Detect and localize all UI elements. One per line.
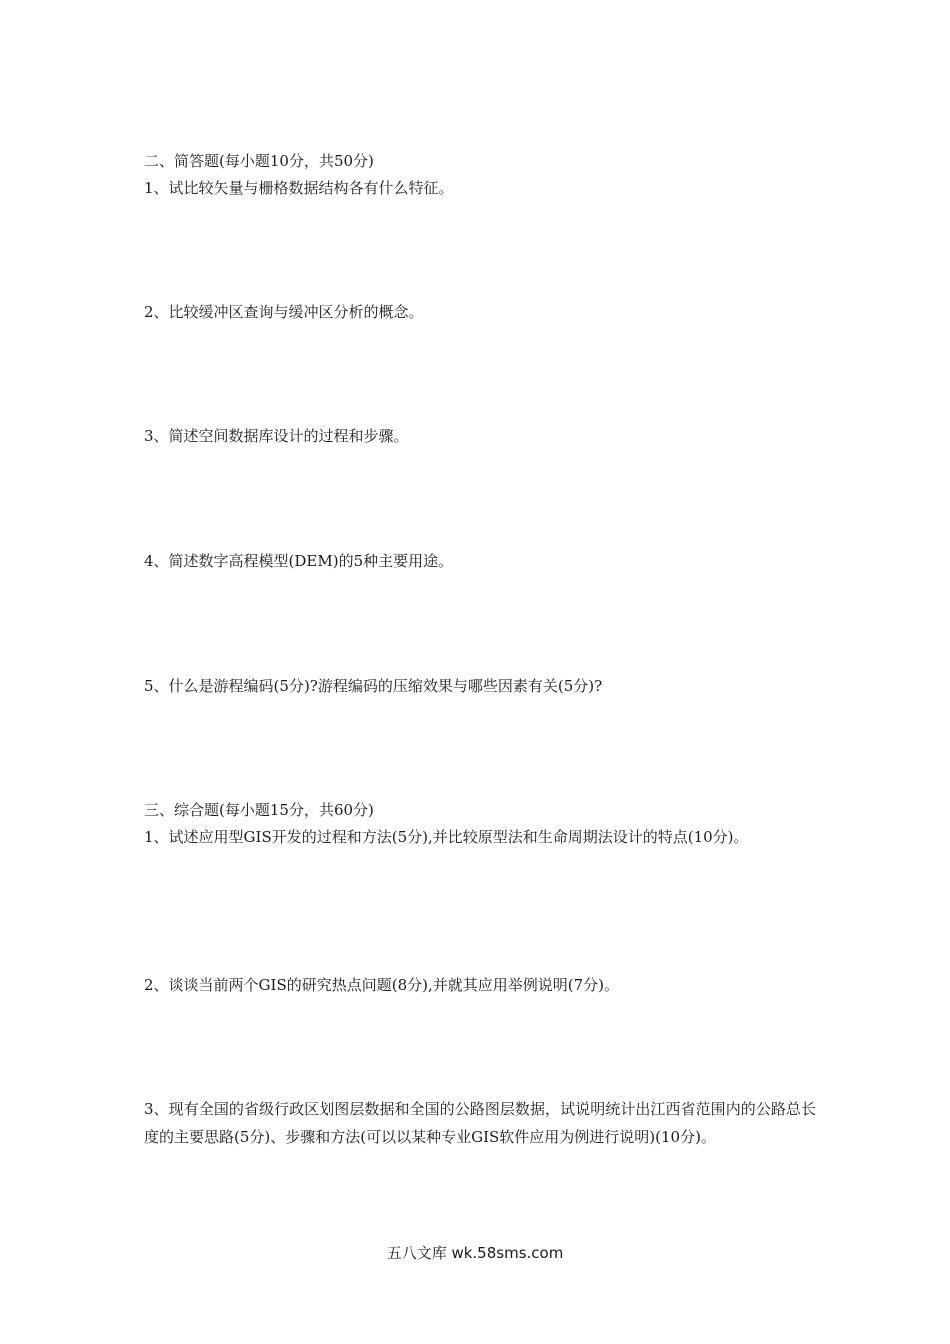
section-3-question-3: 3、现有全国的省级行政区划图层数据和全国的公路图层数据，试说明统计出江西省范围内的公路总长度的主要思路(5分)、步骤和方法(可以以某种专业GIS软件应用为例进行说明)(10分)。 [144,1100,816,1146]
section-3-question-1: 1、试述应用型GIS开发的过程和方法(5分),并比较原型法和生命周期法设计的特点(10分)。 [144,828,749,846]
section-2-question-1: 1、试比较矢量与栅格数据结构各有什么特征。 [144,179,454,197]
section-3-question-2: 2、谈谈当前两个GIS的研究热点问题(8分),并就其应用举例说明(7分)。 [144,976,619,994]
footer-watermark: 五八文库 wk.58sms.com [386,1244,564,1262]
section-2-question-5: 5、什么是游程编码(5分)?游程编码的压缩效果与哪些因素有关(5分)? [144,677,603,695]
section-2-heading: 二、简答题(每小题10分，共50分) [144,152,374,170]
section-2-question-2: 2、比较缓冲区查询与缓冲区分析的概念。 [144,303,424,321]
section-3-heading: 三、综合题(每小题15分，共60分) [144,801,374,819]
section-2-question-4: 4、简述数字高程模型(DEM)的5种主要用途。 [144,552,454,570]
section-2-question-3: 3、简述空间数据库设计的过程和步骤。 [144,427,409,445]
